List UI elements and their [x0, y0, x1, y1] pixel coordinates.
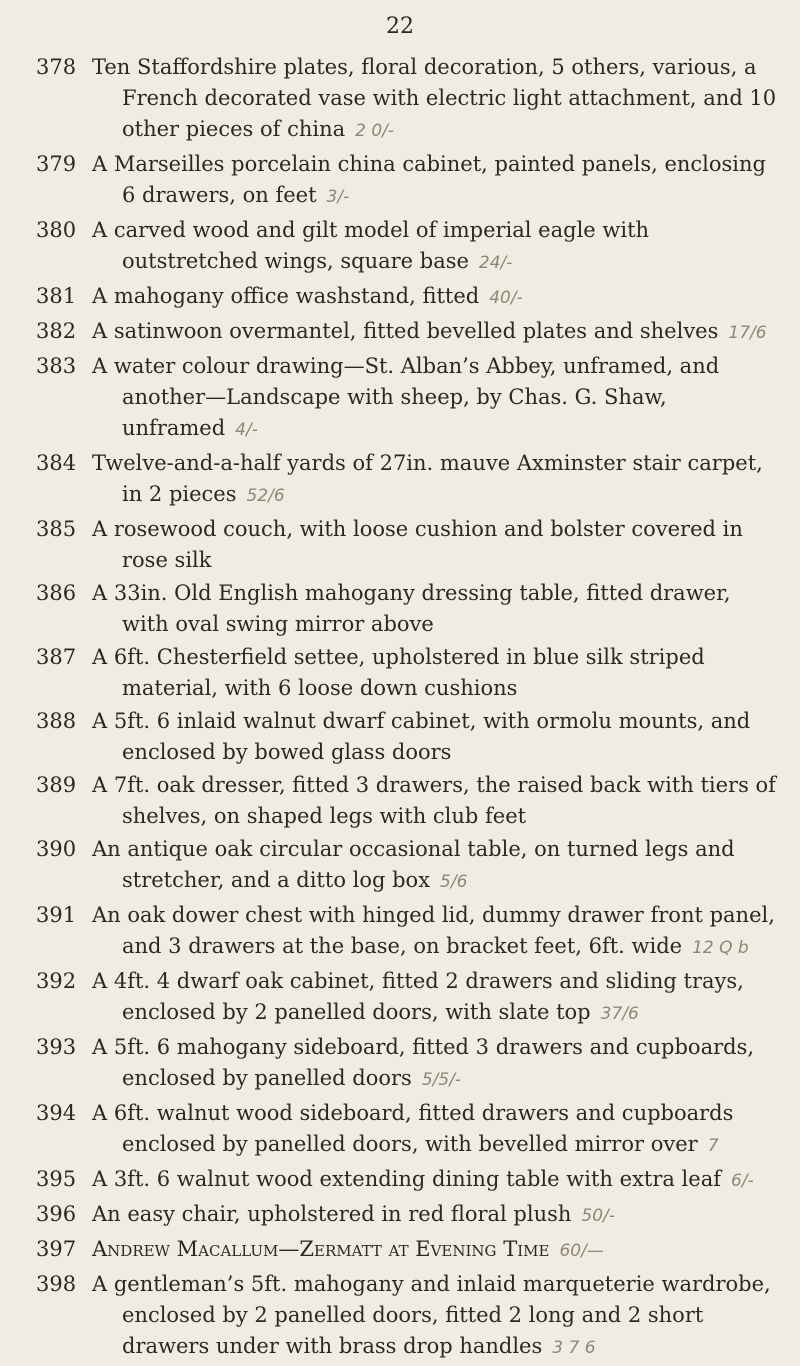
lot-description — [92, 149, 782, 213]
lot-entry — [0, 149, 800, 213]
lot-entry — [0, 966, 800, 1030]
lot-number: 393 — [36, 1035, 77, 1059]
lot-text: An antique oak circular occasional table, on turned legs and stretcher, and a ditto log box — [92, 837, 735, 892]
lot-entry — [0, 1199, 800, 1232]
lot-number: 387 — [36, 645, 77, 669]
lot-entry — [0, 1164, 800, 1197]
handwritten-price-note: 60/— — [559, 1241, 604, 1261]
lot-number: 391 — [36, 903, 77, 927]
handwritten-price-note: 17/6 — [728, 323, 767, 343]
lot-entry — [0, 642, 800, 704]
lot-number: 398 — [36, 1272, 77, 1296]
lot-number: 392 — [36, 969, 77, 993]
lot-entry — [0, 52, 800, 147]
lot-entry — [0, 215, 800, 279]
lot-entry — [0, 834, 800, 898]
lot-description — [92, 351, 782, 446]
handwritten-price-note: 5/5/- — [421, 1070, 462, 1090]
lot-text: Twelve-and-a-half yards of 27in. mauve Axminster stair carpet, in 2 pieces — [92, 451, 763, 506]
lot-number: 381 — [36, 284, 77, 308]
lot-text: A 3ft. 6 walnut wood extending dining table with extra leaf — [92, 1167, 721, 1191]
lot-text: A 4ft. 4 dwarf oak cabinet, fitted 2 drawers and sliding trays, enclosed by 2 panelled doors, with slate top — [92, 969, 744, 1024]
lot-number: 384 — [36, 451, 77, 475]
lot-description — [92, 900, 782, 964]
lot-text: A 6ft. Chesterfield settee, upholstered in blue silk striped material, with 6 loose down cushions — [92, 645, 705, 700]
lot-description — [92, 770, 782, 832]
lot-text: A 7ft. oak dresser, fitted 3 drawers, the raised back with tiers of shelves, on shaped legs with club feet — [92, 773, 776, 828]
lot-entry — [0, 351, 800, 446]
handwritten-price-note: 6/- — [731, 1171, 754, 1191]
lot-description — [92, 1164, 782, 1197]
lot-description — [92, 1234, 782, 1267]
lot-number: 388 — [36, 709, 77, 733]
lot-number: 380 — [36, 218, 77, 242]
lot-text: Andrew Macallum—Zermatt at Evening Time — [92, 1237, 550, 1261]
lot-description — [92, 706, 782, 768]
lot-text: A Marseilles porcelain china cabinet, painted panels, enclosing 6 drawers, on feet — [92, 152, 766, 207]
lot-text: A 5ft. 6 inlaid walnut dwarf cabinet, with ormolu mounts, and enclosed by bowed glass doors — [92, 709, 751, 764]
lot-text: A rosewood couch, with loose cushion and bolster covered in rose silk — [92, 517, 743, 572]
handwritten-price-note: 3 7 6 — [552, 1338, 596, 1358]
handwritten-price-note: 24/- — [478, 253, 513, 273]
lot-description — [92, 642, 782, 704]
lot-number: 396 — [36, 1202, 77, 1226]
lot-text: A satinwoon overmantel, fitted bevelled plates and shelves — [92, 319, 719, 343]
lot-description — [92, 966, 782, 1030]
lot-list — [0, 52, 800, 1366]
handwritten-price-note: 12 Q b — [692, 938, 749, 958]
lot-number: 394 — [36, 1101, 77, 1125]
lot-description — [92, 448, 782, 512]
lot-entry — [0, 1098, 800, 1162]
lot-entry — [0, 578, 800, 640]
lot-number: 389 — [36, 773, 77, 797]
lot-text: A water colour drawing—St. Alban’s Abbey, unframed, and another—Landscape with sheep, by Chas. G. Shaw, unframed — [92, 354, 720, 440]
lot-description — [92, 1199, 782, 1232]
lot-entry — [0, 900, 800, 964]
lot-entry — [0, 770, 800, 832]
lot-number: 379 — [36, 152, 77, 176]
lot-entry — [0, 316, 800, 349]
lot-entry — [0, 514, 800, 576]
handwritten-price-note: 52/6 — [246, 486, 285, 506]
lot-entry — [0, 1032, 800, 1096]
lot-description — [92, 215, 782, 279]
lot-description — [92, 281, 782, 314]
handwritten-price-note: 4/- — [235, 420, 258, 440]
lot-description — [92, 1032, 782, 1096]
handwritten-price-note: 50/- — [581, 1206, 615, 1226]
lot-text: A mahogany office washstand, fitted — [92, 284, 480, 308]
lot-description — [92, 1098, 782, 1162]
lot-number: 397 — [36, 1237, 77, 1261]
lot-text: A gentleman’s 5ft. mahogany and inlaid marqueterie wardrobe, enclosed by 2 panelled doors, fitted 2 long and 2 short drawers under with brass drop handles — [92, 1272, 771, 1358]
lot-number: 390 — [36, 837, 77, 861]
lot-description — [92, 514, 782, 576]
page-number: 22 — [386, 14, 414, 39]
lot-number: 395 — [36, 1167, 77, 1191]
lot-number: 385 — [36, 517, 77, 541]
lot-entry — [0, 1234, 800, 1267]
handwritten-price-note: 40/- — [489, 288, 523, 308]
lot-entry — [0, 281, 800, 314]
lot-text: An oak dower chest with hinged lid, dummy drawer front panel, and 3 drawers at the base, on bracket feet, 6ft. wide — [92, 903, 775, 958]
lot-text: A 5ft. 6 mahogany sideboard, fitted 3 drawers and cupboards, enclosed by panelled doors — [92, 1035, 755, 1090]
lot-text: An easy chair, upholstered in red floral plush — [92, 1202, 572, 1226]
handwritten-price-note: 3/- — [326, 187, 350, 207]
lot-entry — [0, 706, 800, 768]
lot-description — [92, 578, 782, 640]
lot-text: Ten Staffordshire plates, floral decoration, 5 others, various, a French decorated vase with electric light attachment, and 10 other pieces of china — [92, 55, 777, 141]
handwritten-price-note: 7 — [707, 1136, 719, 1156]
lot-number: 378 — [36, 55, 77, 79]
lot-text: A 6ft. walnut wood sideboard, fitted drawers and cupboards enclosed by panelled doors, with bevelled mirror over — [92, 1101, 734, 1156]
lot-description — [92, 52, 782, 147]
handwritten-price-note: 2 0/- — [355, 121, 395, 141]
handwritten-price-note: 37/6 — [600, 1004, 639, 1024]
lot-number: 383 — [36, 354, 77, 378]
lot-entry — [0, 1269, 800, 1364]
lot-number: 386 — [36, 581, 77, 605]
lot-text: A carved wood and gilt model of imperial eagle with outstretched wings, square base — [92, 218, 650, 273]
lot-entry — [0, 448, 800, 512]
handwritten-price-note: 5/6 — [440, 872, 468, 892]
lot-number: 382 — [36, 319, 77, 343]
lot-description — [92, 834, 782, 898]
lot-text: A 33in. Old English mahogany dressing table, fitted drawer, with oval swing mirror above — [92, 581, 731, 636]
lot-description — [92, 316, 782, 349]
lot-description — [92, 1269, 782, 1364]
